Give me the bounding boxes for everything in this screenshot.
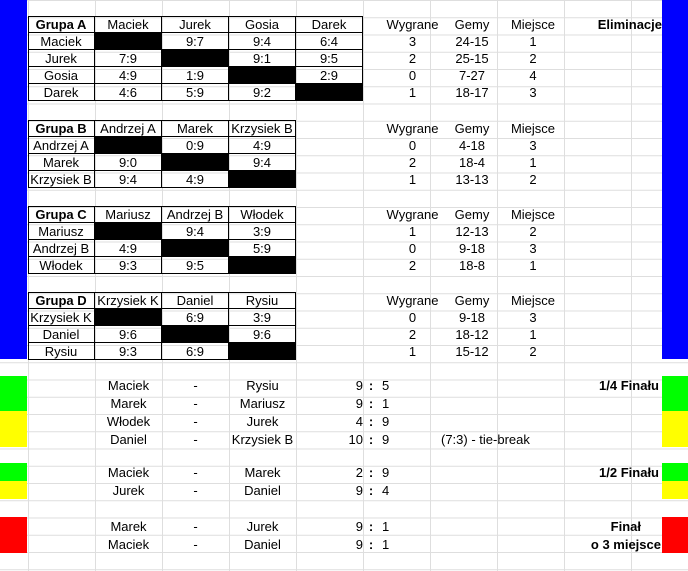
stat-wins: 0 xyxy=(408,138,417,153)
score-cell: 9:3 xyxy=(95,343,162,360)
score-cell: 4:9 xyxy=(95,240,162,257)
self-match-cell xyxy=(229,343,296,360)
column-header-player: Daniel xyxy=(162,292,229,309)
match-score-2: 1 xyxy=(382,537,390,552)
row-header-player: Marek xyxy=(28,154,95,171)
match-player-1: Włodek xyxy=(106,414,151,429)
stat-wins: 1 xyxy=(408,224,417,239)
self-match-cell xyxy=(229,257,296,274)
stat-wins: 1 xyxy=(408,344,417,359)
match-score-1: 9 xyxy=(355,378,363,393)
match-score-1: 9 xyxy=(355,483,363,498)
match-score-2: 9 xyxy=(382,432,390,447)
row-header-player: Krzysiek K xyxy=(28,309,95,326)
column-header-player: Darek xyxy=(296,16,363,33)
left-band-qf-2 xyxy=(0,411,27,447)
stat-wins: 2 xyxy=(408,51,417,66)
stat-wins: 3 xyxy=(408,34,417,49)
match-player-2: Daniel xyxy=(244,483,281,498)
row-header-player: Darek xyxy=(28,84,95,101)
stat-wins: 2 xyxy=(408,155,417,170)
right-band-sf-2 xyxy=(662,481,688,499)
row-header-player: Daniel xyxy=(28,326,95,343)
score-cell: 9:0 xyxy=(95,154,162,171)
third-place-label: o 3 miejsce xyxy=(590,537,661,552)
match-score-1: 9 xyxy=(355,537,363,552)
column-header-player: Włodek xyxy=(229,206,296,223)
stat-place: 3 xyxy=(529,138,537,153)
left-band-qf-1 xyxy=(0,376,27,411)
score-cell: 9:5 xyxy=(162,257,229,274)
stat-place: 3 xyxy=(529,241,537,256)
score-cell: 5:9 xyxy=(162,84,229,101)
match-dash: - xyxy=(193,378,198,393)
score-cell: 9:4 xyxy=(229,33,296,50)
stat-games: 9-18 xyxy=(458,241,486,256)
match-colon: : xyxy=(368,519,374,534)
match-score-2: 5 xyxy=(382,378,390,393)
column-header-player: Rysiu xyxy=(229,292,296,309)
score-cell: 9:2 xyxy=(229,84,296,101)
stat-header-place: Miejsce xyxy=(510,293,556,308)
stat-games: 15-12 xyxy=(455,344,489,359)
score-cell: 1:9 xyxy=(162,67,229,84)
match-score-1: 9 xyxy=(355,519,363,534)
stat-header-wins: Wygrane xyxy=(386,293,439,308)
stat-header-place: Miejsce xyxy=(510,17,556,32)
score-cell: 2:9 xyxy=(296,67,363,84)
stat-games: 12-13 xyxy=(455,224,489,239)
match-score-1: 2 xyxy=(355,465,363,480)
stat-header-place: Miejsce xyxy=(510,121,556,136)
match-note xyxy=(441,482,561,499)
stat-place: 1 xyxy=(529,258,537,273)
stat-games: 18-12 xyxy=(455,327,489,342)
stat-place: 2 xyxy=(529,51,537,66)
match-colon: : xyxy=(368,483,374,498)
stat-wins: 1 xyxy=(408,172,417,187)
row-header-player: Rysiu xyxy=(28,343,95,360)
column-header-player: Krzysiek K xyxy=(95,292,162,309)
row-header-player: Gosia xyxy=(28,67,95,84)
score-cell: 9:4 xyxy=(95,171,162,188)
stat-games: 24-15 xyxy=(455,34,489,49)
score-cell: 9:3 xyxy=(95,257,162,274)
final-label: Finał xyxy=(610,519,641,534)
match-player-2: Daniel xyxy=(244,537,281,552)
match-colon: : xyxy=(368,537,374,552)
stat-wins: 0 xyxy=(408,241,417,256)
match-player-1: Jurek xyxy=(112,483,145,498)
score-cell: 4:6 xyxy=(95,84,162,101)
left-band-sf-2 xyxy=(0,481,27,499)
score-cell: 9:4 xyxy=(162,223,229,240)
column-header-player: Jurek xyxy=(162,16,229,33)
stat-games: 13-13 xyxy=(455,172,489,187)
match-note xyxy=(441,413,561,430)
stat-header-wins: Wygrane xyxy=(386,207,439,222)
score-cell: 9:7 xyxy=(162,33,229,50)
self-match-cell xyxy=(162,326,229,343)
stat-wins: 2 xyxy=(408,327,417,342)
left-band-sf-1 xyxy=(0,463,27,481)
match-score-1: 9 xyxy=(355,396,363,411)
stat-place: 4 xyxy=(529,68,537,83)
score-cell: 9:6 xyxy=(95,326,162,343)
match-note xyxy=(441,518,561,535)
score-cell: 9:5 xyxy=(296,50,363,67)
match-player-1: Marek xyxy=(110,396,147,411)
self-match-cell xyxy=(162,240,229,257)
match-dash: - xyxy=(193,537,198,552)
stat-games: 9-18 xyxy=(458,310,486,325)
stat-place: 2 xyxy=(529,224,537,239)
stat-header-games: Gemy xyxy=(454,121,490,136)
eliminations-label: Eliminacje xyxy=(597,17,662,32)
self-match-cell xyxy=(95,33,162,50)
match-player-2: Jurek xyxy=(246,519,279,534)
stat-games: 7-27 xyxy=(458,68,486,83)
match-score-2: 9 xyxy=(382,465,390,480)
match-dash: - xyxy=(193,519,198,534)
match-player-2: Mariusz xyxy=(239,396,286,411)
match-note xyxy=(441,536,561,553)
score-cell: 9:1 xyxy=(229,50,296,67)
stat-games: 18-17 xyxy=(455,85,489,100)
column-header-player: Gosia xyxy=(229,16,296,33)
stat-header-place: Miejsce xyxy=(510,207,556,222)
match-colon: : xyxy=(368,465,374,480)
match-colon: : xyxy=(368,378,374,393)
stat-header-wins: Wygrane xyxy=(386,17,439,32)
match-player-2: Jurek xyxy=(246,414,279,429)
right-band-qf-1 xyxy=(662,376,688,411)
match-note: (7:3) - tie-break xyxy=(441,432,530,447)
stat-wins: 2 xyxy=(408,258,417,273)
column-header-player: Krzysiek B xyxy=(229,120,296,137)
right-band-eliminations xyxy=(662,0,688,359)
row-header-player: Andrzej A xyxy=(28,137,95,154)
self-match-cell xyxy=(229,67,296,84)
score-cell: 4:9 xyxy=(229,137,296,154)
group-title: Grupa B xyxy=(28,120,95,137)
match-score-2: 1 xyxy=(382,396,390,411)
match-score-2: 1 xyxy=(382,519,390,534)
column-header-player: Andrzej A xyxy=(95,120,162,137)
score-cell: 6:4 xyxy=(296,33,363,50)
match-player-2: Rysiu xyxy=(246,378,279,393)
row-header-player: Krzysiek B xyxy=(28,171,95,188)
score-cell: 9:4 xyxy=(229,154,296,171)
score-cell: 6:9 xyxy=(162,343,229,360)
stat-wins: 0 xyxy=(408,310,417,325)
stat-place: 1 xyxy=(529,34,537,49)
row-header-player: Maciek xyxy=(28,33,95,50)
group-title: Grupa A xyxy=(28,16,95,33)
match-note xyxy=(441,377,561,394)
self-match-cell xyxy=(95,309,162,326)
group-title: Grupa D xyxy=(28,292,95,309)
match-score-1: 10 xyxy=(348,432,363,447)
group-title: Grupa C xyxy=(28,206,95,223)
stat-header-games: Gemy xyxy=(454,17,490,32)
self-match-cell xyxy=(162,154,229,171)
stat-place: 2 xyxy=(529,172,537,187)
score-cell: 4:9 xyxy=(162,171,229,188)
stat-wins: 1 xyxy=(408,85,417,100)
stat-place: 2 xyxy=(529,344,537,359)
stat-wins: 0 xyxy=(408,68,417,83)
self-match-cell xyxy=(296,84,363,101)
right-band-qf-2 xyxy=(662,411,688,447)
match-colon: : xyxy=(368,432,374,447)
match-dash: - xyxy=(193,432,198,447)
match-player-2: Marek xyxy=(244,465,281,480)
match-note xyxy=(441,464,561,481)
match-dash: - xyxy=(193,414,198,429)
row-header-player: Włodek xyxy=(28,257,95,274)
match-dash: - xyxy=(193,483,198,498)
score-cell: 3:9 xyxy=(229,223,296,240)
match-colon: : xyxy=(368,396,374,411)
score-cell: 9:6 xyxy=(229,326,296,343)
column-header-player: Maciek xyxy=(95,16,162,33)
quarterfinals-label: 1/4 Finału xyxy=(599,378,659,393)
stat-games: 4-18 xyxy=(458,138,486,153)
score-cell: 3:9 xyxy=(229,309,296,326)
score-cell: 7:9 xyxy=(95,50,162,67)
left-band-eliminations xyxy=(0,0,27,359)
match-player-1: Maciek xyxy=(107,378,150,393)
stat-games: 18-8 xyxy=(458,258,486,273)
column-header-player: Andrzej B xyxy=(162,206,229,223)
right-band-sf-1 xyxy=(662,463,688,481)
match-dash: - xyxy=(193,396,198,411)
stat-header-wins: Wygrane xyxy=(386,121,439,136)
stat-header-games: Gemy xyxy=(454,293,490,308)
column-header-player: Mariusz xyxy=(95,206,162,223)
column-header-player: Marek xyxy=(162,120,229,137)
self-match-cell xyxy=(95,223,162,240)
left-band-final xyxy=(0,517,27,553)
stat-games: 18-4 xyxy=(458,155,486,170)
score-cell: 4:9 xyxy=(95,67,162,84)
match-score-1: 4 xyxy=(355,414,363,429)
match-score-2: 9 xyxy=(382,414,390,429)
score-cell: 5:9 xyxy=(229,240,296,257)
match-player-1: Maciek xyxy=(107,537,150,552)
score-cell: 6:9 xyxy=(162,309,229,326)
match-player-1: Marek xyxy=(110,519,147,534)
stat-games: 25-15 xyxy=(455,51,489,66)
match-player-1: Daniel xyxy=(110,432,147,447)
row-header-player: Andrzej B xyxy=(28,240,95,257)
right-band-final xyxy=(662,517,688,553)
row-header-player: Jurek xyxy=(28,50,95,67)
match-score-2: 4 xyxy=(382,483,390,498)
self-match-cell xyxy=(95,137,162,154)
stat-place: 3 xyxy=(529,310,537,325)
match-player-2: Krzysiek B xyxy=(231,432,294,447)
match-note xyxy=(441,395,561,412)
score-cell: 0:9 xyxy=(162,137,229,154)
self-match-cell xyxy=(229,171,296,188)
stat-place: 3 xyxy=(529,85,537,100)
match-colon: : xyxy=(368,414,374,429)
stat-place: 1 xyxy=(529,155,537,170)
row-header-player: Mariusz xyxy=(28,223,95,240)
match-dash: - xyxy=(193,465,198,480)
semifinals-label: 1/2 Finału xyxy=(599,465,659,480)
match-player-1: Maciek xyxy=(107,465,150,480)
stat-header-games: Gemy xyxy=(454,207,490,222)
stat-place: 1 xyxy=(529,327,537,342)
self-match-cell xyxy=(162,50,229,67)
